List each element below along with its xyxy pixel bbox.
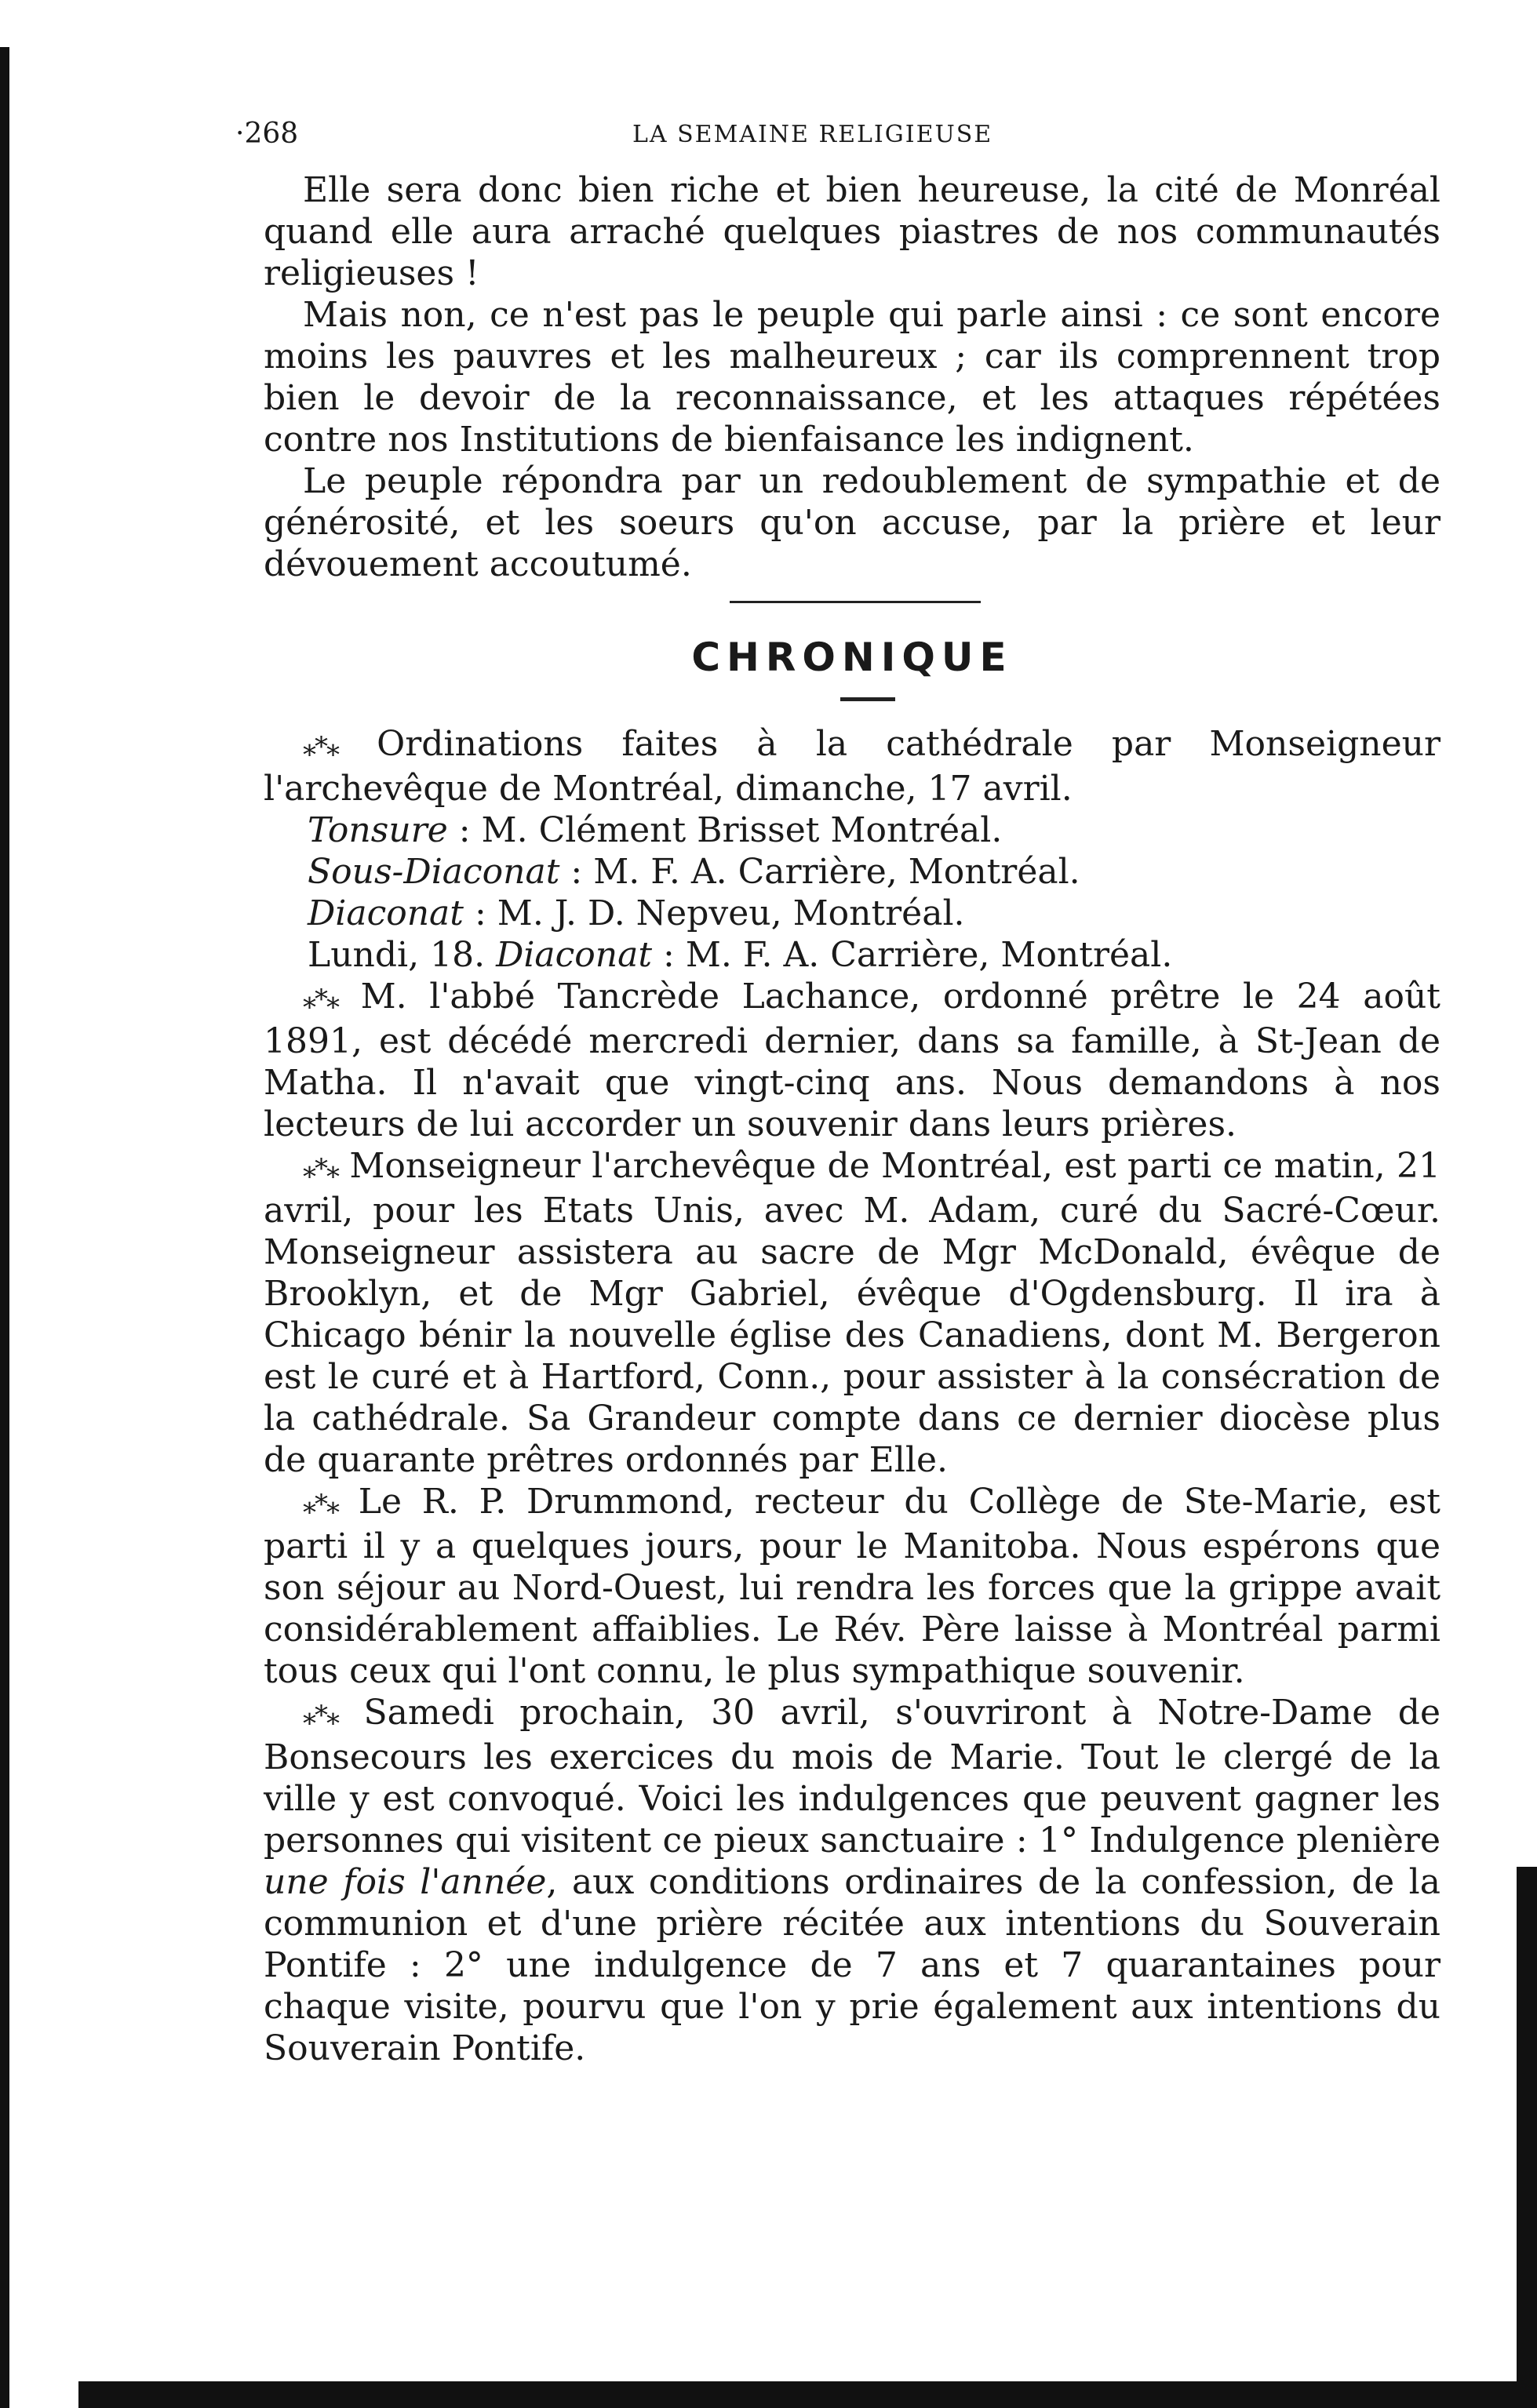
- ordination-entry: [264, 809, 1440, 851]
- intro-text: [264, 169, 1440, 585]
- ordination-label: Tonsure: [308, 810, 448, 850]
- news-item: [264, 1692, 1440, 2069]
- ordinations-intro-text: Ordinations faites à la cathédrale par Monseigneur l'archevêque de Montréal, dimanche, 17 avril.: [264, 724, 1440, 809]
- intro-paragraph-2: Mais non, ce n'est pas le peuple qui parle ainsi : ce sont encore moins les pauvres et les malheureux ; car ils comprennent trop bien le devoir de la reconnaissance, et les attaques répétées contre nos Institutions de bienfaisance les indignent.: [264, 295, 1440, 460]
- ordinations-intro: [264, 723, 1440, 809]
- section-title: CHRONIQUE: [691, 635, 1013, 680]
- asterism-icon: ⁎*⁎: [303, 731, 338, 762]
- news-item: [264, 976, 1440, 1145]
- ordination-label: Diaconat: [496, 935, 653, 975]
- news-item-text: , aux conditions ordinaires de la confession, de la communion et d'une prière récitée aux intentions du Souverain Pontife : 2° une indulgence de 7 ans et 7 quarantaines pour chaque visite, pourvu que l'on y prie également aux intentions du Souverain Pontife.: [264, 1862, 1440, 2068]
- ordination-text: M. F. A. Carrière, Montréal.: [593, 852, 1080, 892]
- news-item-text: M. l'abbé Tancrède Lachance, ordonné prêtre le 24 août 1891, est décédé mercredi dernier, dans sa famille, à St-Jean de Matha. Il n'avait que vingt-cinq ans. Nous demandons à nos lecteurs de lui accorder un souvenir dans leurs prières.: [264, 977, 1440, 1144]
- ordination-sep: :: [463, 893, 497, 933]
- ordination-text: M. Clément Brisset Montréal.: [481, 810, 1003, 850]
- news-item-text: Monseigneur l'archevêque de Montréal, est parti ce matin, 21 avril, pour les Etats Unis, avec M. Adam, curé du Sacré-Cœur. Monseigneur assistera au sacre de Mgr McDonald, évêque de Brooklyn, et de Mgr Gabriel, évêque d'Ogdensburg. Il ira à Chicago bénir la nouvelle église des Canadiens, dont M. Bergeron est le curé et à Hartford, Conn., pour assister à la consécration de la cathédrale. Sa Grandeur compte dans ce dernier diocèse plus de quarante prêtres ordonnés par Elle.: [264, 1146, 1440, 1480]
- running-head: [235, 118, 1440, 165]
- ordination-label: Sous-Diaconat: [308, 852, 560, 892]
- intro-paragraph-3: Le peuple répondra par un redoublement de sympathie et de générosité, et les soeurs qu'on accuse, par la prière et leur dévouement accoutumé.: [264, 461, 1440, 584]
- separator-rule: [730, 601, 981, 603]
- asterism-icon: ⁎*⁎: [303, 1489, 338, 1520]
- news-item-text: Samedi prochain, 30 avril, s'ouvriront à Notre-Dame de Bonsecours les exercices du mois de Marie. Tout le clergé de la ville y est convoqué. Voici les indulgences que peuvent gagner les personnes qui visitent ce pieux sanctuaire : 1° Indulgence plenière: [264, 1693, 1440, 1861]
- news-item-text: Le R. P. Drummond, recteur du Collège de Ste-Marie, est parti il y a quelques jours, pour le Manitoba. Nous espérons que son séjour au Nord-Ouest, lui rendra les forces que la grippe avait considérablement affaiblies. Le Rév. Père laisse à Montréal parmi tous ceux qui l'ont connu, le plus sympathique souvenir.: [264, 1482, 1440, 1691]
- scan-edge-left: [0, 47, 9, 2408]
- asterism-icon: ⁎*⁎: [303, 984, 338, 1015]
- ordination-label: Diaconat: [308, 893, 464, 933]
- ordination-entry: [264, 851, 1440, 893]
- monday-prefix: Lundi, 18.: [308, 935, 497, 975]
- page-number: ·268: [235, 118, 299, 150]
- ordination-text: M. F. A. Carrière, Montréal.: [685, 935, 1173, 975]
- intro-paragraph-1: Elle sera donc bien riche et bien heureuse, la cité de Monréal quand elle aura arraché quelques piastres de nos communautés religieuses !: [264, 170, 1440, 293]
- ordination-sep: :: [559, 852, 594, 892]
- chronicle-text: [264, 723, 1440, 2069]
- scan-edge-right: [1517, 1867, 1537, 2408]
- journal-title: LA SEMAINE RELIGIEUSE: [632, 121, 993, 148]
- news-item: [264, 1145, 1440, 1481]
- news-item: [264, 1481, 1440, 1692]
- ordination-entry: [264, 893, 1440, 934]
- asterism-icon: ⁎*⁎: [303, 1700, 338, 1731]
- ordination-text: M. J. D. Nepveu, Montréal.: [497, 893, 965, 933]
- news-item-italic: une fois l'année: [264, 1862, 547, 1902]
- title-rule: [840, 697, 895, 701]
- scan-edge-bottom: [78, 2381, 1537, 2408]
- ordination-sep: :: [652, 935, 686, 975]
- asterism-icon: ⁎*⁎: [303, 1153, 338, 1184]
- page: [235, 118, 1440, 2069]
- ordination-monday: [264, 934, 1440, 976]
- ordination-sep: :: [447, 810, 482, 850]
